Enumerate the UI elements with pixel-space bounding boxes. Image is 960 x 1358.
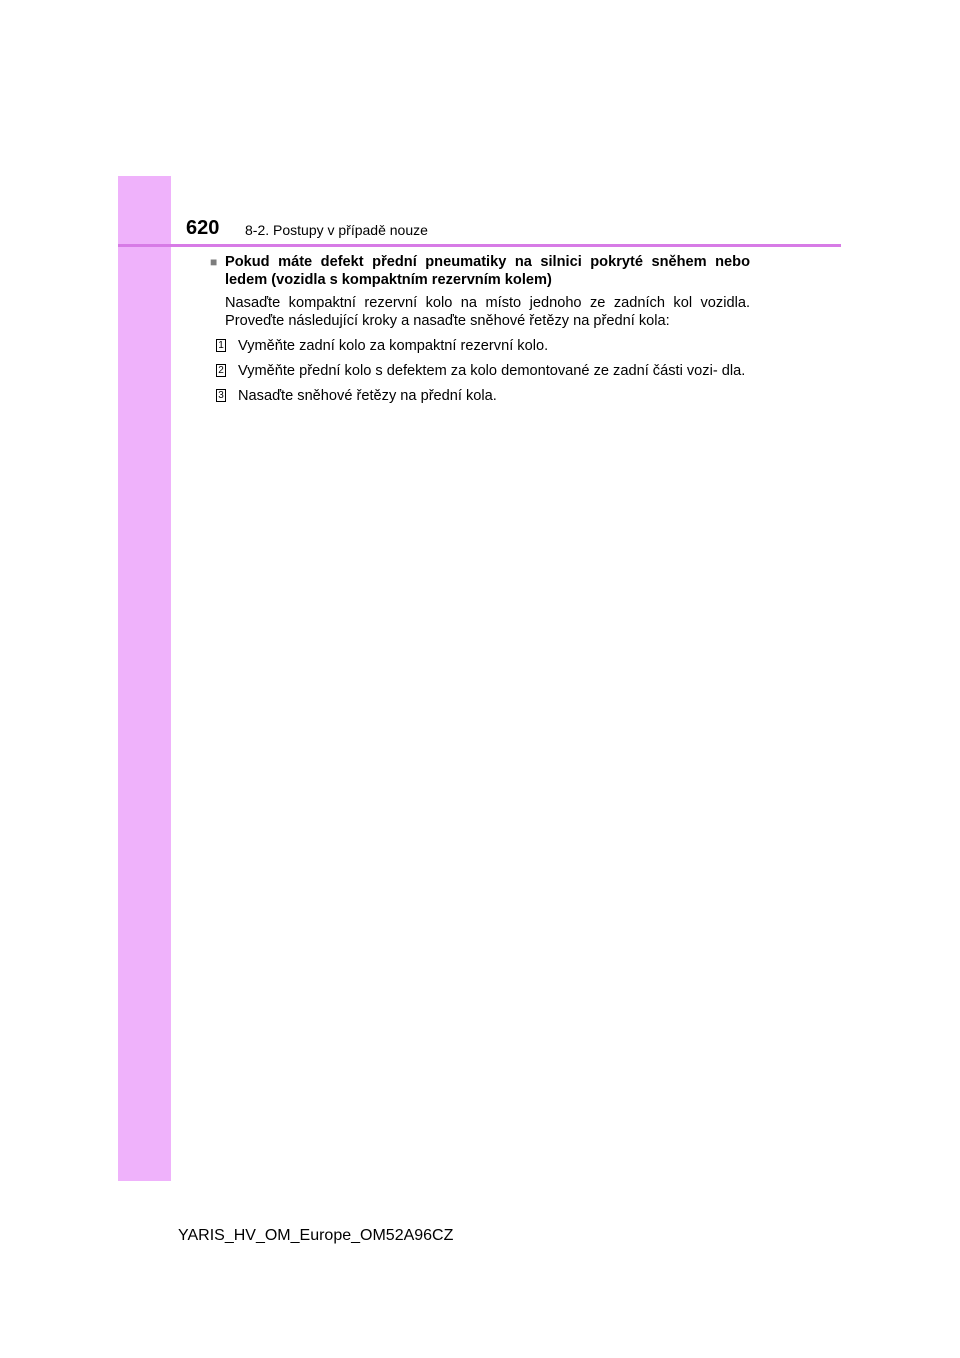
step-text: Nasaďte sněhové řetězy na přední kola. [238,388,497,404]
square-bullet-icon: ■ [210,255,218,269]
heading-text: Pokud máte defekt přední pneumatiky na silnici pokryté sněhem nebo ledem (vozidla s kompaktním rezervním kolem) [225,254,750,288]
step-item [210,337,750,355]
step-text: Vyměňte přední kolo s defektem za kolo demontované ze zadní části vozi- dla. [238,363,746,379]
step-item [210,387,750,405]
step-number-badge: 2 [216,364,226,377]
subsection-heading [210,253,750,289]
page-number: 620 [186,217,220,239]
content-block [210,253,750,405]
chapter-side-bar [118,176,171,1181]
step-text: Vyměňte zadní kolo za kompaktní rezervní kolo. [238,338,549,354]
step-number-badge: 1 [216,339,226,352]
intro-paragraph: Nasaďte kompaktní rezervní kolo na místo jednoho ze zadních kol vozidla. Proveďte následující kroky a nasaďte sněhové řetězy na přední kola: [225,295,750,329]
step-item [210,362,750,380]
section-title: 8-2. Postupy v případě nouze [245,222,428,238]
header-divider [118,244,841,247]
document-code-footer: YARIS_HV_OM_Europe_OM52A96CZ [178,1227,454,1244]
step-number-badge: 3 [216,389,226,402]
